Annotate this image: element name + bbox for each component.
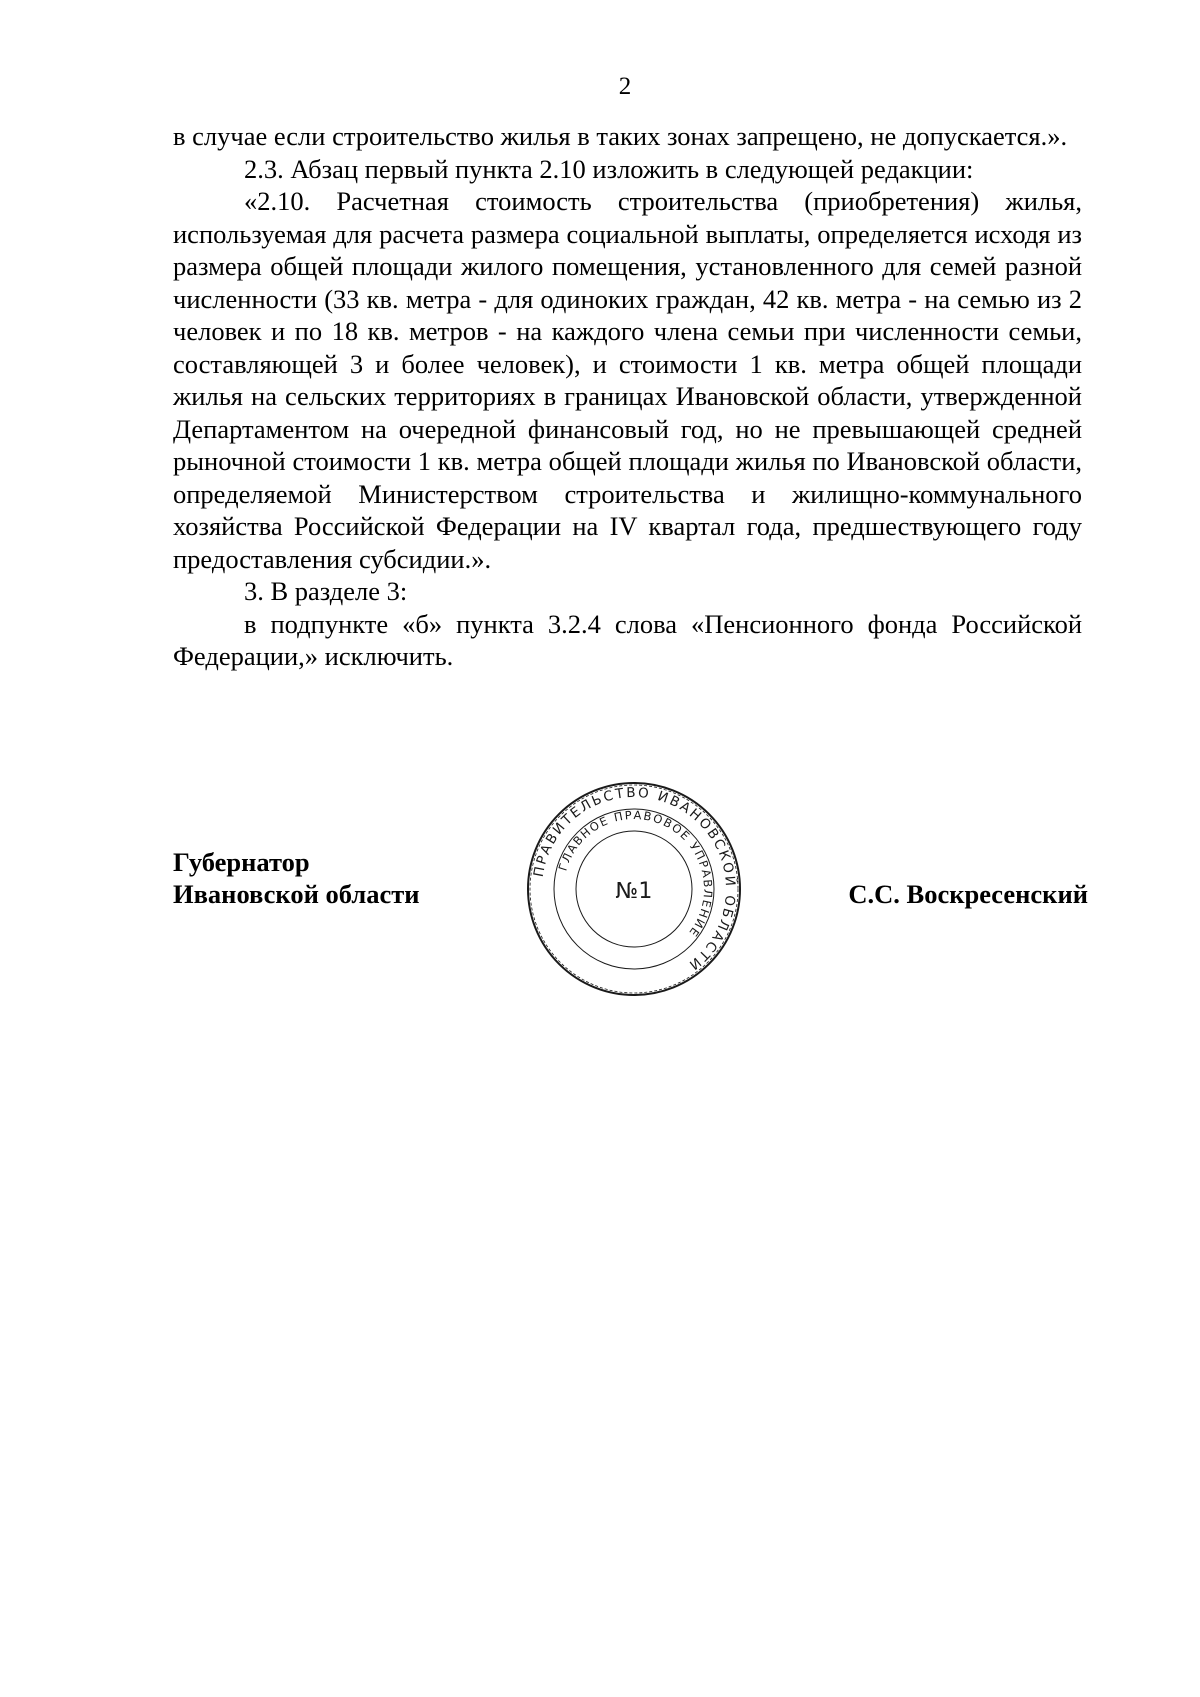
- seal-outer-text: ПРАВИТЕЛЬСТВО ИВАНОВСКОЙ ОБЛАСТИ: [530, 784, 739, 974]
- seal-graphic: [524, 779, 744, 999]
- paragraph-continuation: в случае если строительство жилья в таких зонах запрещено, не допускается.».: [173, 121, 1068, 151]
- paragraph-section-3-heading: 3. В разделе 3:: [244, 576, 408, 606]
- paragraph-subpoint-b: в подпункте «б» пункта 3.2.4 слова «Пенсионного фонда Российской Федерации,» исключить.: [173, 608, 1082, 671]
- signatory-title-line2: Ивановской области: [173, 879, 420, 909]
- paragraph-quoted-2-10: «2.10. Расчетная стоимость строительства (приобретения) жилья, используемая для расчета размера социальной выплаты, определяется исходя из размера общей площади жилого помещения, установленного для семей разной численности (33 кв. метра - для одиноких граждан, 42 кв. метра - на семью из 2 человек и по 18 кв. метров - на каждого члена семьи при численности семьи, составляющей 3 и более человек), и стоимости 1 кв. метра общей площади жилья на сельских территориях в границах Ивановской области, утвержденной Департаментом на очередной финансовый год, но не превышающей средней рыночной стоимости 1 кв. метра общей площади жилья по Ивановской области, определяемой Министерством строительства и жилищно-коммунального хозяйства Российской Федерации на IV квартал года, предшествующего году предоставления субсидии.».: [173, 186, 1082, 574]
- signatory-title-line1: Губернатор: [173, 847, 310, 877]
- signatory-title: [173, 846, 420, 910]
- document-body: [173, 120, 1082, 673]
- seal-inner-text: ГЛАВНОЕ ПРАВОВОЕ УПРАВЛЕНИЕ: [555, 807, 716, 941]
- signatory-name: С.С. Воскресенский: [848, 879, 1088, 909]
- seal-center-number: №1: [615, 879, 653, 904]
- official-seal: [524, 779, 744, 999]
- paragraph-amendment-2-3: 2.3. Абзац первый пункта 2.10 изложить в следующей редакции:: [244, 153, 974, 184]
- page-number: 2: [618, 73, 632, 100]
